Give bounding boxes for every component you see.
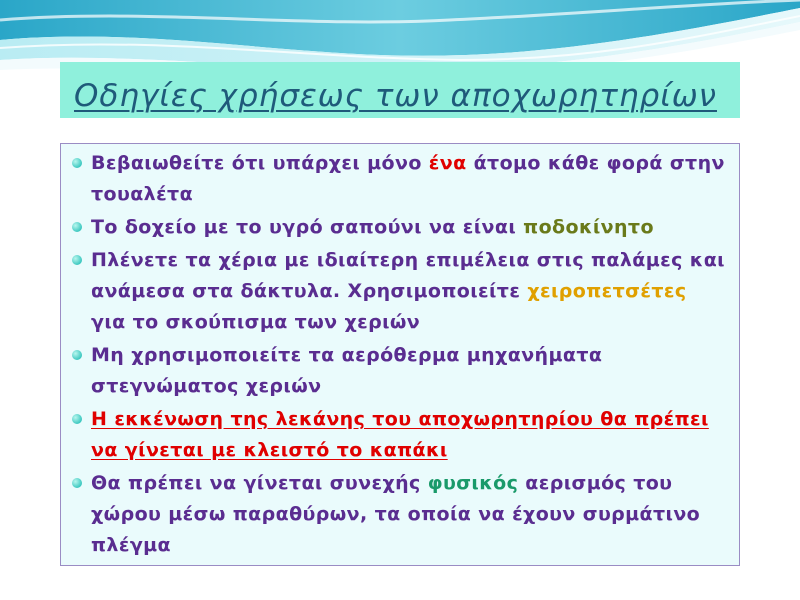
bullet-text: Θα πρέπει να γίνεται συνεχής xyxy=(91,472,428,494)
bullet-item xyxy=(68,212,728,243)
bullet-item xyxy=(68,340,728,402)
bullet-dot-icon xyxy=(72,158,82,168)
highlight-word: χειροπετσέτες xyxy=(527,280,687,302)
highlight-word: ποδοκίνητο xyxy=(523,216,654,238)
bullet-dot-icon xyxy=(72,350,82,360)
highlight-word: ένα xyxy=(428,152,467,174)
bullet-dot-icon xyxy=(72,414,82,424)
bullet-text: Το δοχείο με το υγρό σαπούνι να είναι xyxy=(91,216,524,238)
bullet-dot-icon xyxy=(72,255,82,265)
bullet-text: αερισμός του χώρου μέσω παραθύρων, τα οποία να έχουν συρμάτινο πλέγμα xyxy=(91,472,701,556)
bullet-text: άτομο κάθε φορά στην τουαλέτα xyxy=(91,152,725,205)
bullet-dot-icon xyxy=(72,478,82,488)
bullet-list xyxy=(68,148,728,561)
bullet-text: για το σκούπισμα των χεριών xyxy=(91,311,421,333)
bullet-item xyxy=(68,468,728,561)
bullet-text: Πλένετε τα χέρια με ιδιαίτερη επιμέλεια στις παλάμες και ανάμεσα στα δάκτυλα. Χρησιμοποιείτε xyxy=(91,249,725,302)
bullet-item xyxy=(68,148,728,210)
bullet-item xyxy=(68,245,728,338)
bullet-item xyxy=(68,404,728,466)
bullet-text: Μη χρησιμοποιείτε τα αερόθερμα μηχανήματα στεγνώματος χεριών xyxy=(91,344,603,397)
bullet-text-warning: Η εκκένωση της λεκάνης του αποχωρητηρίου θα πρέπει να γίνεται με κλειστό το καπάκι xyxy=(91,408,709,461)
bullet-text: Βεβαιωθείτε ότι υπάρχει μόνο xyxy=(91,152,429,174)
bullet-dot-icon xyxy=(72,222,82,232)
slide-title: Οδηγίες χρήσεως των αποχωρητηρίων xyxy=(74,78,717,114)
highlight-word: φυσικός xyxy=(427,472,519,494)
